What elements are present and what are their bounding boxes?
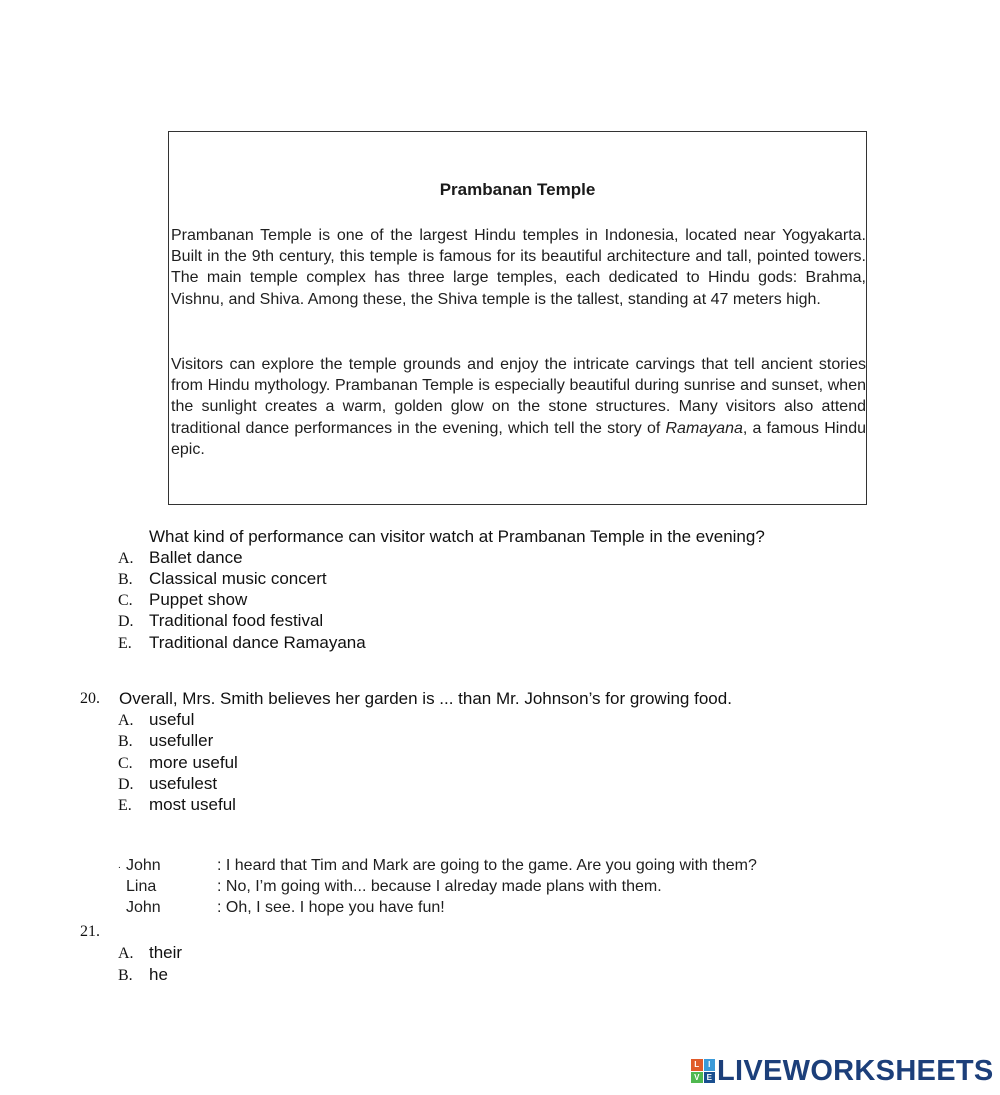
logo-text: LIVEWORKSHEETS (717, 1054, 994, 1087)
option-letter: C. (118, 592, 133, 609)
question-21-option-a[interactable] (118, 943, 182, 964)
option-text: more useful (149, 753, 238, 772)
dialog-text: : Oh, I see. I hope you have fun! (217, 899, 445, 916)
question-20-option-c[interactable] (118, 753, 238, 774)
logo-mark-letter: V (691, 1072, 703, 1084)
dialog-text: : No, I’m going with... because I alreday made plans with them. (217, 878, 662, 895)
option-text: usefulest (149, 774, 218, 793)
option-text: Ballet dance (149, 548, 243, 567)
passage-paragraph-2-end: , a famous Hindu epic. (171, 419, 866, 458)
question-19-option-d[interactable] (118, 611, 323, 632)
dialog-marker: . (118, 860, 121, 871)
dialog-line-1 (126, 857, 757, 875)
passage-title: Prambanan Temple (439, 180, 596, 199)
logo-mark-letter: I (704, 1059, 716, 1071)
passage-paragraph-2 (171, 354, 866, 460)
option-text: usefuller (149, 731, 214, 750)
liveworksheets-logo (691, 1056, 994, 1086)
question-20-option-e[interactable] (118, 795, 236, 816)
option-text: Classical music concert (149, 569, 327, 588)
dialog-speaker: John (126, 857, 161, 874)
dialog-line-3 (126, 899, 445, 917)
option-letter: C. (118, 755, 133, 772)
option-text: most useful (149, 795, 236, 814)
reading-passage-box (168, 131, 867, 505)
question-20-number: 20. (80, 690, 100, 707)
question-20-option-b[interactable] (118, 731, 213, 752)
dialog-speaker: Lina (126, 878, 157, 895)
dialog-text: : I heard that Tim and Mark are going to the game. Are you going with them? (217, 857, 757, 874)
question-21-option-b[interactable] (118, 965, 168, 986)
option-text: he (149, 965, 168, 984)
option-text: their (149, 943, 183, 962)
question-20-stem: Overall, Mrs. Smith believes her garden is ... than Mr. Johnson’s for growing food. (119, 689, 732, 708)
logo-mark-letter: E (704, 1072, 716, 1084)
option-letter: E. (118, 797, 132, 814)
question-19-option-c[interactable] (118, 590, 247, 611)
question-19-option-b[interactable] (118, 569, 327, 590)
option-letter: E. (118, 635, 132, 652)
question-19-option-e[interactable] (118, 633, 366, 654)
passage-paragraph-1: Prambanan Temple is one of the largest Hindu temples in Indonesia, located near Yogyakarta. Built in the 9th century, this temple is famous for its beautiful architecture and tall, pointed towers. The main temple complex has three large temples, each dedicated to Hindu gods: Brahma, Vishnu, and Shiva. Among these, the Shiva temple is the tallest, standing at 47 meters high. (171, 227, 866, 308)
question-21-number: 21. (80, 923, 100, 940)
option-letter: B. (118, 967, 133, 984)
option-letter: B. (118, 571, 133, 588)
option-letter: A. (118, 945, 134, 962)
option-letter: B. (118, 733, 133, 750)
option-text: Traditional food festival (149, 611, 324, 630)
question-20-option-d[interactable] (118, 774, 217, 795)
question-20-option-a[interactable] (118, 710, 194, 731)
option-letter: A. (118, 712, 134, 729)
option-letter: D. (118, 613, 134, 630)
option-text: useful (149, 710, 195, 729)
option-text: Puppet show (149, 590, 248, 609)
option-letter: A. (118, 550, 134, 567)
question-19-stem: What kind of performance can visitor watch at Prambanan Temple in the evening? (149, 527, 765, 546)
dialog-line-2 (126, 878, 662, 896)
passage-epic-title: Ramayana (665, 419, 743, 437)
question-19-option-a[interactable] (118, 548, 243, 569)
option-text: Traditional dance Ramayana (149, 633, 366, 652)
option-letter: D. (118, 776, 134, 793)
dialog-speaker: John (126, 899, 161, 916)
passage-paragraph-2-text: Visitors can explore the temple grounds and enjoy the intricate carvings that tell ancient stories from Hindu mythology. Prambanan Temple is especially beautiful during sunrise and sunset, when the sunlight creates a warm, golden glow on the stone structures. Many visitors also attend traditional dance performances in the evening, which tell the story of (171, 356, 866, 437)
logo-mark-icon (691, 1059, 715, 1083)
logo-mark-letter: L (691, 1059, 703, 1071)
